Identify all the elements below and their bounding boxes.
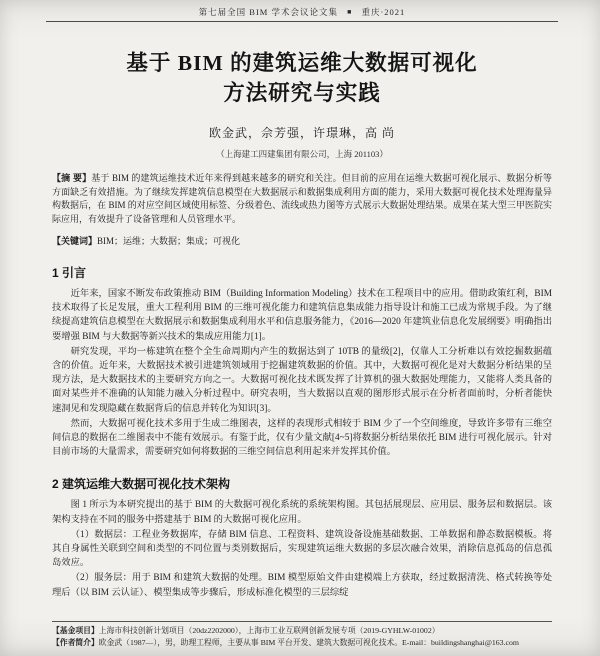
author-bio-label: 【作者简介】 <box>52 637 99 647</box>
proceedings-title: 第七届全国 BIM 学术会议论文集 <box>198 7 338 17</box>
paper-title <box>52 48 552 108</box>
section-1-paragraph-3: 然而，大数据可视化技术多用于生成二维图表，这样的表现形式相较于 BIM 少了一个空间维度，导致许多带有三维空间信息的数据在二维图表中不能有效展示。有鉴于此，仅有少量文献[4~5]将数据分析结果依托 BIM 进行可视化展示。针对目前市场的大量需求，需要研究如何将数据的三维空间信息利用起来并发挥其价值。 <box>52 418 552 458</box>
section-2-heading: 2 建筑运维大数据可视化技术架构 <box>52 477 231 492</box>
keywords-paragraph <box>52 235 552 248</box>
keywords-label: 【关键词】 <box>52 236 98 246</box>
author-bio-note <box>52 637 552 649</box>
section-1-paragraph-1: 近年来，国家不断发布政策推动 BIM（Building Information Modeling）技术在工程项目中的应用。借助政策红利，BIM 技术取得了长足发展，重大工程利用 BIM 的三维可视化能力和建筑信息集成能力指导设计和施工已成为常规手段。为了继续提高建筑信息模型在大数据展示和数据集成利用水平和信息服务能力，《2016—2020 年建筑业信息化发展纲要》明确指出要增强 BIM 与大数据等新兴技术的集成应用能力[1]。 <box>52 289 552 342</box>
affiliation-line: （上海建工四建集团有限公司，上海 201103） <box>216 149 388 159</box>
footnote-rule <box>52 621 552 622</box>
keywords-text: BIM；运维；大数据；集成；可视化 <box>97 236 241 246</box>
abstract-label: 【摘 要】 <box>52 173 92 183</box>
author-bio-text: 欧金武（1987—），男，助理工程师，主要从事 BIM 平台开发、建筑大数据可视化技术。E-mail：buildingshanghai@163.com <box>98 637 519 647</box>
paper-title-line1: 基于 BIM 的建筑运维大数据可视化 <box>126 51 478 75</box>
fund-project-text: 上海市科技创新计划项目（20dz2202000），上海市工业互联网创新发展专项（2019-GYHLW-01002） <box>98 626 440 635</box>
fund-project-note <box>52 625 552 637</box>
paper-title-line2: 方法研究与实践 <box>223 81 381 105</box>
footnote-area <box>52 621 552 648</box>
venue-year: 重庆·2021 <box>361 7 406 17</box>
abstract-text: 基于 BIM 的建筑运维技术近年来得到越来越多的研究和关注。但目前的应用在运维大数据可视化展示、数据分析等方面缺乏有效措施。为了继续发挥建筑信息模型在大数据展示和数据集成利用方面的能力，采用大数据可视化技术处理海量异构数据后，在 BIM 的对应空间区域使用标签、分级着色、流线或热力图等方式展示大数据处理结果。成果在某大型三甲医院实际应用，有效提升了设备管理和人员管理水平。 <box>52 173 552 224</box>
header-separator-icon: ■ <box>347 8 353 16</box>
section-2-paragraph-3: （2）服务层：用于 BIM 和建筑大数据的处理。BIM 模型原始文件由建模端上方获取，经过数据清洗、格式转换等处理后（以 BIM 云认证）、模型集成等步骤后，形成标准化模型的三层综绽 <box>52 573 552 598</box>
fund-project-label: 【基金项目】 <box>52 626 99 635</box>
authors-line: 欧金武，佘芳强，许璟琳，高 尚 <box>208 126 395 140</box>
header-rule <box>46 21 558 22</box>
section-1-heading: 1 引言 <box>52 266 87 280</box>
section-2-paragraph-1: 图 1 所示为本研究提出的基于 BIM 的大数据可视化系统的系统架构图。其包括展现层、应用层、服务层和数据层。该架构支持在不同的服务中搭建基于 BIM 的大数据可视化应用。 <box>52 500 552 525</box>
section-2-paragraph-2: （1）数据层：工程业务数据库，存储 BIM 信息、工程资料、建筑设备设施基础数据、工单数据和静态数据模板。将其自身属性关联到空间和类型的不同位置与类别数据后，实现建筑运维大数据的多层次融合效果，消除信息孤岛的信息孤岛效应。 <box>52 529 552 569</box>
section-1-paragraph-2: 研究发现，平均一栋建筑在整个全生命周期内产生的数据达到了 10TB 的量级[2]，仅靠人工分析难以有效挖掘数据蕴含的价值。近年来，大数据技术被引进建筑领域用于挖掘建筑数据的价值。其中，大数据可视化是对大数据分析结果的呈现方法，是大数据技术的主要研究方向之一。大数据可视化技术既发挥了计算机的强大数据处理能力，又能将人类具备的面对某些并不准确的认知能力融入分析过程中。研究表明，当大数据以直观的图形形式展示在分析者面前时，分析者能快速洞见和发现隐藏在数据背后的信息并转化为知识[3]。 <box>52 346 552 414</box>
running-head <box>52 6 552 21</box>
abstract-paragraph <box>52 172 552 226</box>
